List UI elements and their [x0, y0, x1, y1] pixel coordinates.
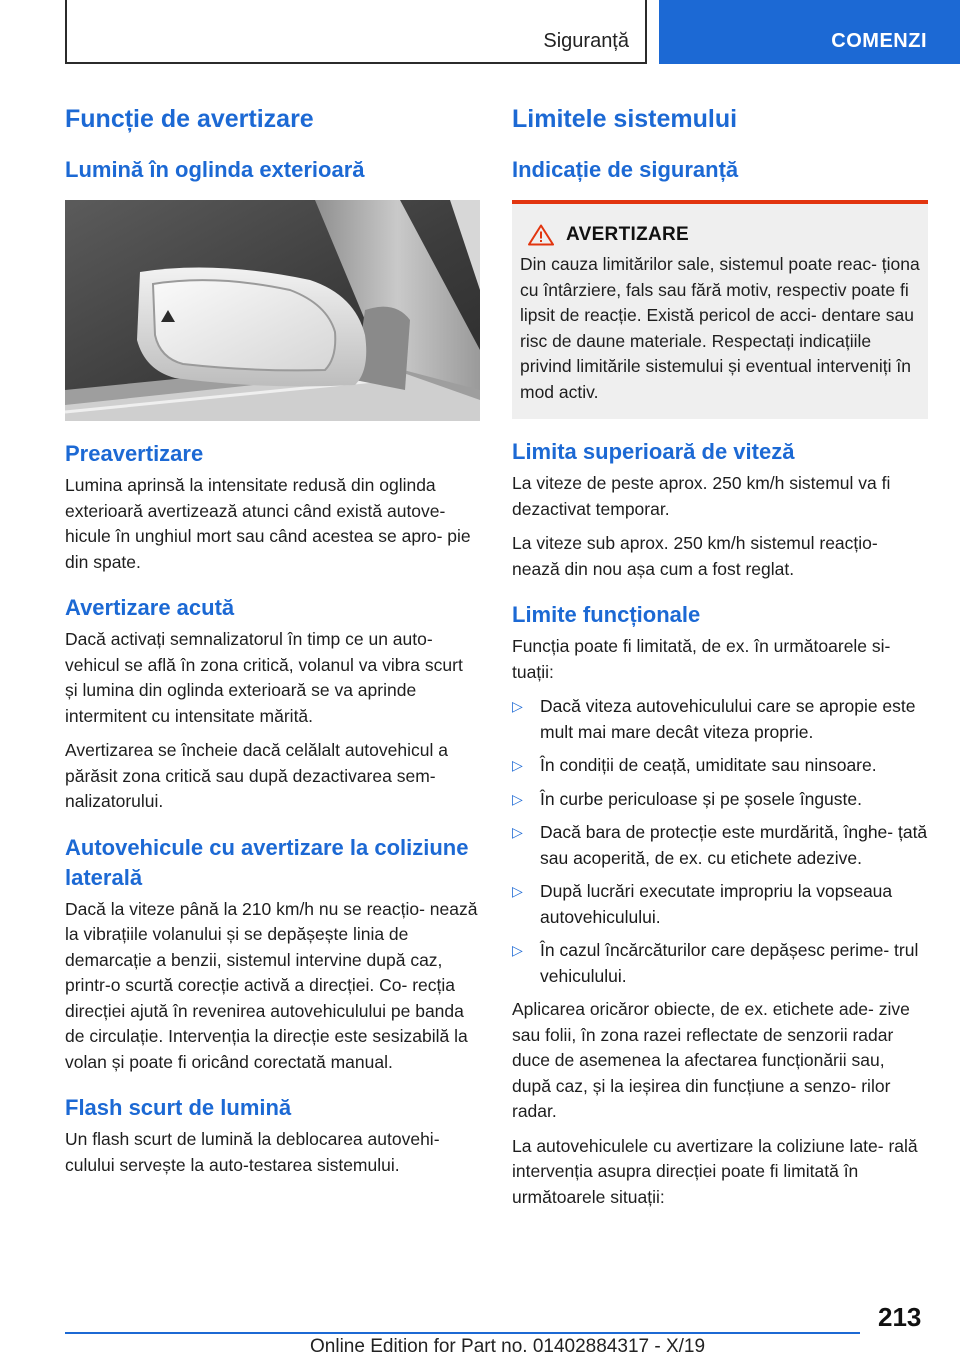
- list-item: [512, 879, 928, 930]
- list-item: [512, 787, 928, 813]
- header-section-box: [65, 0, 647, 64]
- list-item: [512, 694, 928, 745]
- header-chapter-label: COMENZI: [831, 30, 927, 52]
- triangle-bullet-icon: ▷: [512, 942, 523, 958]
- footer-divider: [65, 1332, 860, 1334]
- list-item-text: În condiții de ceață, umiditate sau ninsoare.: [540, 755, 877, 775]
- left-section-avertizare-acuta: [65, 593, 480, 815]
- triangle-bullet-icon: ▷: [512, 824, 523, 840]
- left-section-preavertizare: [65, 439, 480, 575]
- list-item: [512, 938, 928, 989]
- section-heading: Flash scurt de lumină: [65, 1095, 292, 1120]
- triangle-bullet-icon: ▷: [512, 698, 523, 714]
- left-section-flash-scurt: [65, 1093, 480, 1178]
- triangle-bullet-icon: ▷: [512, 757, 523, 773]
- header-section-title: Siguranță: [543, 30, 629, 52]
- list-item-text: În cazul încărcăturilor care depășesc perime- trul vehiculului.: [540, 940, 919, 986]
- warning-title-row: [520, 224, 920, 246]
- left-page-title: Funcție de avertizare: [65, 105, 314, 133]
- paragraph: Un flash scurt de lumină la deblocarea autovehi- culului servește la auto-testarea sistemului.: [65, 1129, 440, 1175]
- triangle-bullet-icon: ▷: [512, 883, 523, 899]
- left-subtitle: Lumină în oglinda exterioară: [65, 157, 365, 182]
- warning-triangle-icon: [528, 224, 554, 246]
- footer-edition-text: Online Edition for Part no. 01402884317 - X/19: [310, 1336, 706, 1357]
- section-heading-limits: Limite funcționale: [512, 602, 701, 627]
- page-number: 213: [878, 1302, 922, 1332]
- right-column: [512, 100, 928, 1219]
- paragraph: Aplicarea oricăror obiecte, de ex. etichete ade- zive sau folii, în zona razei reflectate de senzorii radar duce de asemenea la afectarea funcționării sau, după caz, și la ieșirea din funcțiune a senzo- rilor radar.: [512, 999, 910, 1121]
- warning-box: [512, 200, 928, 419]
- left-section-coliziune-laterala: [65, 833, 480, 1076]
- paragraph: Lumina aprinsă la intensitate redusă din oglinda exterioară avertizează atunci când există autove- hicule în unghiul mort sau când acestea se apro- pie din spate.: [65, 475, 471, 572]
- limits-list: [512, 694, 928, 989]
- list-item-text: Dacă viteza autovehiculului care se apropie este mult mai mare decât viteza proprie.: [540, 696, 916, 742]
- paragraph: Dacă activați semnalizatorul în timp ce un auto- vehicul se află în zona critică, volanul va vibra scurt și lumina din oglinda exterioară se va aprinde intermitent cu intensitate mărită.: [65, 629, 463, 726]
- warning-text: Din cauza limitărilor sale, sistemul poate reac- ționa cu întârziere, fals sau fără motiv, respectiv poate fi lipsit de reacție. Există pericol de acci- dentare sau risc de daune materiale. Respectați indicațiile privind limitările sistemului și eventual interveniți în mod activ.: [520, 254, 920, 402]
- paragraph: Dacă la viteze până la 210 km/h nu se reacțio- nează la vibrațiile volanului și se depășește linia de demarcație a benzii, sistemul intervine după caz, printr-o scurtă corecție activă a direcției. Co- recția direcției ajută în revenirea autovehiculului pe banda de circulație. Intervenția la direcție este sesizabilă la volan și poate fi oricând corectată manual.: [65, 898, 478, 1072]
- paragraph: Avertizarea se încheie dacă celălalt autovehicul a părăsit zona critică sau după dezactivarea sem- nalizatorului.: [65, 740, 448, 811]
- list-item-text: Dacă bara de protecție este murdărită, înghe- țată sau acoperită, de ex. cu etichete adezive.: [540, 822, 928, 868]
- side-mirror-illustration: [65, 200, 480, 421]
- list-item: [512, 753, 928, 779]
- list-item-text: După lucrări executate impropriu la vopseaua autovehiculului.: [540, 881, 893, 927]
- section-heading: Autovehicule cu avertizare la coliziune laterală: [65, 834, 469, 890]
- header-chapter-tab[interactable]: [659, 0, 960, 64]
- paragraph: La viteze de peste aprox. 250 km/h sistemul va fi dezactivat temporar.: [512, 473, 891, 519]
- section-heading: Preavertizare: [65, 441, 204, 466]
- right-page-title: Limitele sistemului: [512, 105, 738, 133]
- paragraph: La autovehiculele cu avertizare la coliziune late- rală intervenția asupra direcției poate fi limitată în următoarele situații:: [512, 1135, 918, 1207]
- triangle-bullet-icon: ▷: [512, 790, 523, 807]
- right-subtitle: Indicație de siguranță: [512, 157, 739, 182]
- left-column: [65, 100, 480, 1187]
- warning-title: AVERTIZARE: [566, 224, 689, 245]
- list-item: [512, 820, 928, 871]
- list-item-text: În curbe periculoase și pe șosele înguste.: [540, 788, 862, 809]
- paragraph: La viteze sub aprox. 250 km/h sistemul reacțio- nează din nou așa cum a fost reglat.: [512, 533, 878, 579]
- paragraph: Funcția poate fi limitată, de ex. în următoarele si- tuații:: [512, 636, 891, 682]
- section-heading-speed: Limita superioară de viteză: [512, 439, 795, 464]
- section-heading: Avertizare acută: [65, 595, 235, 620]
